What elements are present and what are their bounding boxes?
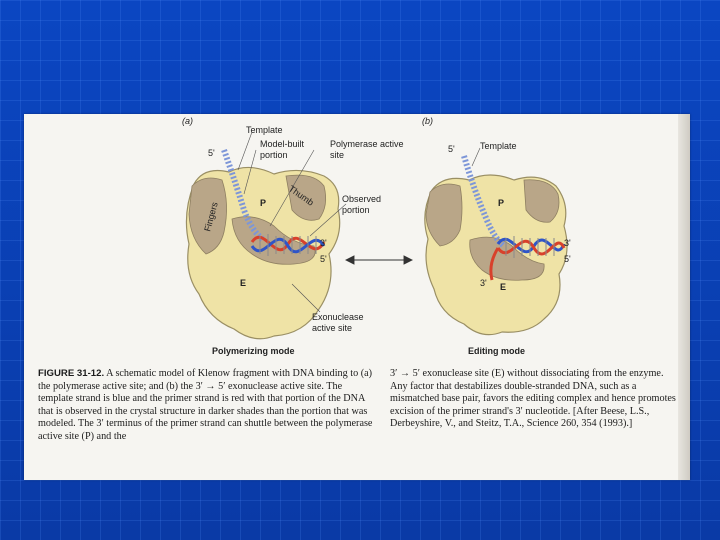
label-p-a: P (260, 198, 267, 208)
figure-number: FIGURE 31-12. (38, 368, 105, 379)
caption-left-text: A schematic model of Klenow fragment with DNA binding to (a) the polymerase active site; and (b) the 3′ → 5′ exonuclease active site. The template strand is blue and the primer strand is red with that portion of the DNA that is observed in the crystal structure in darker shades than the portion that was modeled. The 3′ terminus of the primer strand can shuttle between the polymerase active site (P) and the (38, 368, 373, 442)
panel-a-tag: (a) (182, 116, 193, 126)
caption-left-column (38, 368, 378, 444)
label-5prime-right-b: 5' (564, 254, 571, 264)
mode-label-a: Polymerizing mode (212, 346, 295, 356)
switch-arrow (346, 256, 412, 264)
label-template-b: Template (480, 141, 517, 151)
label-observed-a: Observed (342, 194, 382, 204)
label-5prime-top-b: 5' (448, 144, 455, 154)
label-exo-a-2: active site (312, 323, 353, 333)
klenow-figure (24, 114, 690, 364)
mode-label-b: Editing mode (468, 346, 525, 356)
textbook-figure-scan (24, 114, 690, 480)
label-exo-a: Exonuclease (312, 312, 364, 322)
caption-right-column: 3′ → 5′ exonuclease site (E) without dissociating from the enzyme. Any factor that destabilizes double-stranded DNA, such as a mismatched base pair, favors the editing complex and hence promotes excision of the primer strand's 3′ nucleotide. [After Beese, L.S., Derbeyshire, V., and Steitz, T.A., Science 260, 354 (1993).] (390, 368, 676, 430)
label-thumb: Thumb (286, 183, 316, 208)
label-e-a: E (240, 278, 247, 288)
label-poly-site-a: Polymerase active (330, 139, 404, 149)
label-p-b: P (498, 198, 505, 208)
scan-page-edge (678, 114, 690, 480)
label-template-a: Template (246, 125, 283, 135)
label-3prime-right-b: 3' (564, 238, 571, 248)
label-fingers: Fingers (202, 200, 220, 233)
label-model-built-a: Model-built (260, 139, 305, 149)
label-3prime-a: 3' (320, 238, 327, 248)
label-5prime-right-a: 5' (320, 254, 327, 264)
panel-b-tag: (b) (422, 116, 433, 126)
label-observed-a-2: portion (342, 205, 370, 215)
label-3prime-bottom-b: 3' (480, 278, 487, 288)
label-model-built-a-2: portion (260, 150, 288, 160)
label-poly-site-a-2: site (330, 150, 345, 160)
label-e-b: E (500, 282, 507, 292)
label-5prime-top-a: 5' (208, 148, 215, 158)
